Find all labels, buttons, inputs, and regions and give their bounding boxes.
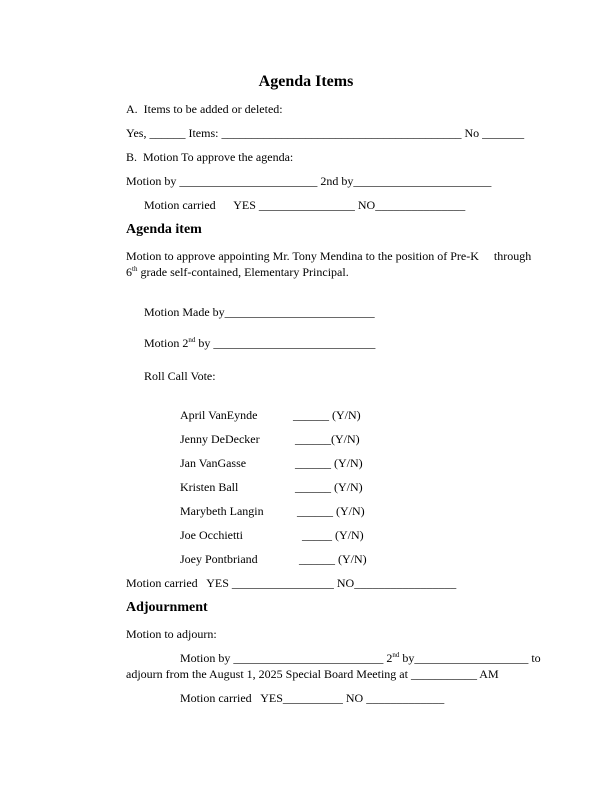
agenda-item-text-line1: Motion to approve appointing Mr. Tony Mendina to the position of Pre-K through bbox=[126, 249, 532, 263]
vote-name: April VanEynde bbox=[180, 408, 258, 422]
vote-blank: ______ (Y/N) bbox=[295, 456, 363, 470]
grade-number: 6 bbox=[126, 265, 132, 279]
grade-rest: grade self-contained, Elementary Principal. bbox=[137, 265, 349, 279]
adjournment-motion-label: Motion to adjourn: bbox=[126, 627, 217, 641]
adjournment-line1-pre: Motion by _________________________ 2 bbox=[180, 651, 393, 665]
motion-second-post: by ___________________________ bbox=[195, 336, 376, 350]
motion-made-by-line: Motion Made by_________________________ bbox=[144, 305, 375, 319]
vote-name: Joey Pontbriand bbox=[180, 552, 258, 566]
vote-blank: ______ (Y/N) bbox=[299, 552, 367, 566]
motion-second-pre: Motion 2 bbox=[144, 336, 189, 350]
vote-blank: ______(Y/N) bbox=[295, 432, 360, 446]
roll-call-label: Roll Call Vote: bbox=[144, 369, 216, 383]
adjournment-line1-sup: nd bbox=[392, 651, 400, 659]
vote-blank: ______ (Y/N) bbox=[297, 504, 365, 518]
adjournment-line1-post: by___________________ to bbox=[399, 651, 541, 665]
section-b-motion-line: Motion by _______________________ 2nd by_______________________ bbox=[126, 174, 492, 188]
vote-name: Joe Occhietti bbox=[180, 528, 243, 542]
agenda-item-text-line2 bbox=[126, 265, 349, 279]
adjournment-line2: adjourn from the August 1, 2025 Special Board Meeting at ___________ AM bbox=[126, 667, 499, 681]
adjournment-heading: Adjournment bbox=[126, 600, 208, 615]
vote-name: Kristen Ball bbox=[180, 480, 239, 494]
vote-blank: ______ (Y/N) bbox=[295, 480, 363, 494]
section-b-heading: B. Motion To approve the agenda: bbox=[126, 150, 294, 164]
motion-second-line bbox=[144, 336, 375, 350]
vote-blank: _____ (Y/N) bbox=[302, 528, 364, 542]
vote-name: Marybeth Langin bbox=[180, 504, 264, 518]
section-b-carried-line: Motion carried YES ________________ NO_______________ bbox=[144, 198, 466, 212]
section-a-line: Yes, ______ Items: ________________________________________ No _______ bbox=[126, 126, 525, 140]
grade-ordinal: th bbox=[132, 265, 138, 273]
adjournment-line1 bbox=[180, 651, 541, 665]
agenda-item-heading: Agenda item bbox=[126, 222, 202, 237]
vote-blank: ______ (Y/N) bbox=[293, 408, 361, 422]
agenda-item-carried-line: Motion carried YES _________________ NO_________________ bbox=[126, 576, 457, 590]
motion-second-sup: nd bbox=[188, 336, 196, 344]
vote-name: Jan VanGasse bbox=[180, 456, 247, 470]
adjournment-carried-line: Motion carried YES__________ NO _____________ bbox=[180, 691, 445, 705]
page-title: Agenda Items bbox=[258, 73, 354, 90]
section-a-heading: A. Items to be added or deleted: bbox=[126, 102, 283, 116]
vote-name: Jenny DeDecker bbox=[180, 432, 260, 446]
